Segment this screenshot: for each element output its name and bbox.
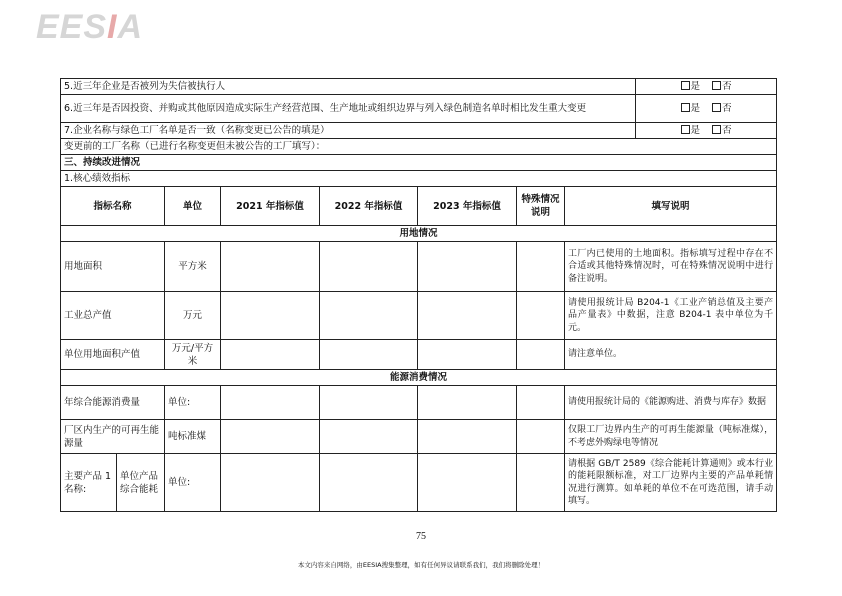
value-2022[interactable] [320, 386, 418, 420]
fill-note: 请根据 GB/T 2589《综合能耗计算通则》或本行业的能耗限额标准，对工厂边界内主要的产品单耗情况进行测算。如单耗的单位不在可选范围，请手动填写。 [565, 454, 777, 512]
header-2023: 2023 年指标值 [418, 187, 517, 226]
row-name: 用地面积 [61, 242, 165, 292]
row-name: 厂区内生产的可再生能源量 [61, 420, 165, 454]
value-2023[interactable] [418, 454, 517, 512]
value-2022[interactable] [320, 292, 418, 340]
yes-checkbox[interactable] [681, 103, 690, 112]
product-name-field[interactable]: 主要产品 1 名称: [61, 454, 117, 512]
value-2021[interactable] [221, 292, 320, 340]
no-checkbox[interactable] [712, 103, 721, 112]
yes-checkbox[interactable] [681, 81, 690, 90]
question-text: 7.企业名称与绿色工厂名单是否一致（名称变更已公告的填是） [61, 123, 636, 139]
value-2021[interactable] [221, 340, 320, 370]
value-2021[interactable] [221, 242, 320, 292]
row-unit-select[interactable]: 单位: [165, 454, 221, 512]
value-2022[interactable] [320, 340, 418, 370]
fill-note: 请使用报统计局的《能源购进、消费与库存》数据 [565, 386, 777, 420]
table-row [61, 420, 777, 454]
special-note[interactable] [517, 242, 565, 292]
yes-no-options: 是 否 [636, 123, 777, 139]
no-checkbox[interactable] [712, 125, 721, 134]
row-name: 单位产品综合能耗 [117, 454, 165, 512]
table-row [61, 340, 777, 370]
row-unit: 平方米 [165, 242, 221, 292]
header-2021: 2021 年指标值 [221, 187, 320, 226]
group-energy: 能源消费情况 [61, 370, 777, 386]
special-note[interactable] [517, 420, 565, 454]
special-note[interactable] [517, 386, 565, 420]
header-special: 特殊情况说明 [517, 187, 565, 226]
value-2023[interactable] [418, 242, 517, 292]
fill-note: 仅限工厂边界内生产的可再生能源量（吨标准煤），不考虑外购绿电等情况 [565, 420, 777, 454]
yes-no-options: 是 否 [636, 79, 777, 95]
page-number: 75 [416, 531, 426, 542]
group-land: 用地情况 [61, 226, 777, 242]
row-unit: 万元/平方米 [165, 340, 221, 370]
value-2022[interactable] [320, 420, 418, 454]
section-title: 三、持续改进情况 [61, 155, 777, 171]
question-row-6 [61, 95, 777, 123]
previous-name-field[interactable]: 变更前的工厂名称（已进行名称变更但未被公告的工厂填写）： [61, 139, 777, 155]
question-row-7 [61, 123, 777, 139]
value-2023[interactable] [418, 386, 517, 420]
previous-name-row [61, 139, 777, 155]
value-2023[interactable] [418, 420, 517, 454]
row-name: 年综合能源消费量 [61, 386, 165, 420]
question-text: 6.近三年是否因投资、并购或其他原因造成实际生产经营范围、生产地址或组织边界与列入绿色制造名单时相比发生重大变更 [61, 95, 636, 123]
header-name: 指标名称 [61, 187, 165, 226]
special-note[interactable] [517, 454, 565, 512]
form-table [60, 78, 777, 512]
row-name: 单位用地面积产值 [61, 340, 165, 370]
footer-disclaimer: 本文内容来自网络，由EESIA搜集整理，如有任何异议请联系我们，我们将删除处理！ [297, 561, 545, 569]
header-fill-note: 填写说明 [565, 187, 777, 226]
row-unit: 万元 [165, 292, 221, 340]
yes-checkbox[interactable] [681, 125, 690, 134]
value-2021[interactable] [221, 454, 320, 512]
subsection-title: 1.核心绩效指标 [61, 171, 777, 187]
special-note[interactable] [517, 292, 565, 340]
fill-note: 请使用报统计局 B204-1《工业产销总值及主要产品产量表》中数据，注意 B204-1 表中单位为千元。 [565, 292, 777, 340]
value-2021[interactable] [221, 386, 320, 420]
row-unit: 吨标准煤 [165, 420, 221, 454]
row-name: 工业总产值 [61, 292, 165, 340]
table-row [61, 454, 777, 512]
special-note[interactable] [517, 340, 565, 370]
no-checkbox[interactable] [712, 81, 721, 90]
table-row [61, 386, 777, 420]
table-row [61, 292, 777, 340]
yes-no-options: 是 否 [636, 95, 777, 123]
fill-note: 请注意单位。 [565, 340, 777, 370]
fill-note: 工厂内已使用的土地面积。指标填写过程中存在不合适或其他特殊情况时，可在特殊情况说明中进行备注说明。 [565, 242, 777, 292]
value-2023[interactable] [418, 340, 517, 370]
question-row-5 [61, 79, 777, 95]
table-row [61, 242, 777, 292]
value-2022[interactable] [320, 454, 418, 512]
table-header [61, 187, 777, 226]
value-2023[interactable] [418, 292, 517, 340]
value-2021[interactable] [221, 420, 320, 454]
header-unit: 单位 [165, 187, 221, 226]
header-2022: 2022 年指标值 [320, 187, 418, 226]
question-text: 5.近三年企业是否被列为失信被执行人 [61, 79, 636, 95]
value-2022[interactable] [320, 242, 418, 292]
eesia-logo: EESIA [36, 8, 144, 46]
row-unit-select[interactable]: 单位: [165, 386, 221, 420]
